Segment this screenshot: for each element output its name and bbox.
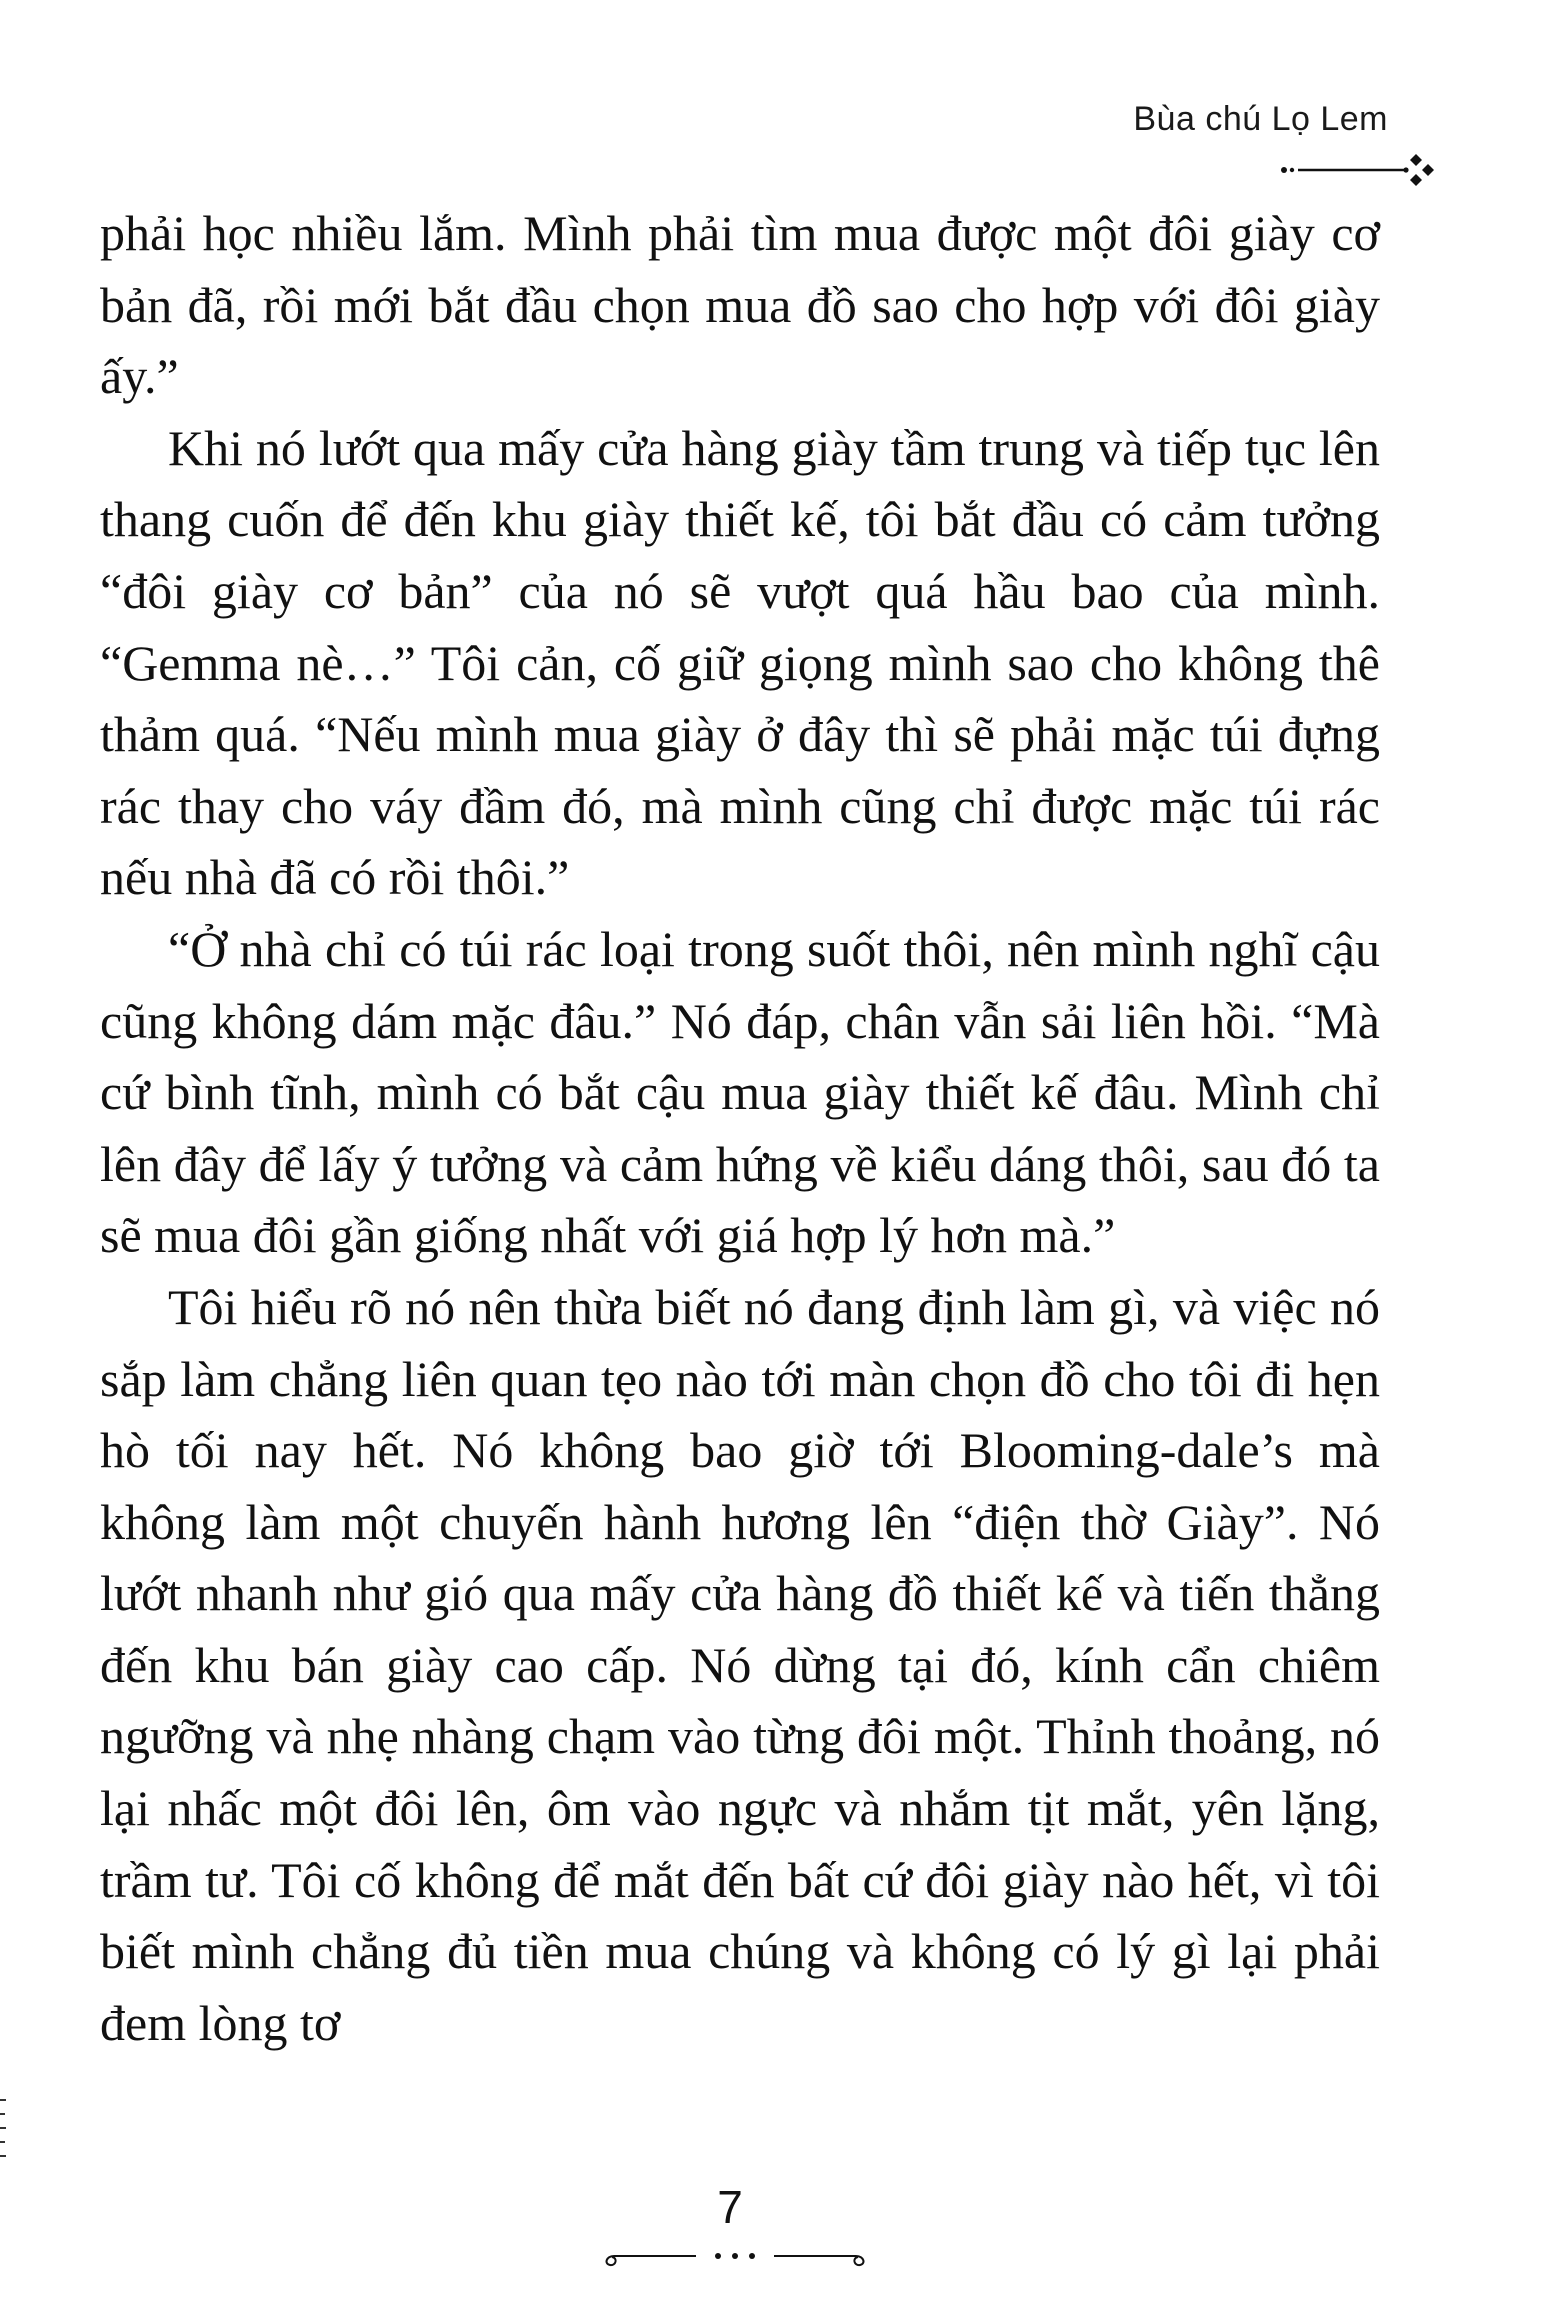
paragraph: Khi nó lướt qua mấy cửa hàng giày tầm trung và tiếp tục lên thang cuốn để đến khu giày thiết kế, tôi bắt đầu có cảm tưởng “đôi giày cơ bản” của nó sẽ vượt quá hầu bao của mình. “Gemma nè…” Tôi cản, cố giữ giọng mình sao cho không thê thảm quá. “Nếu mình mua giày ở đây thì sẽ phải mặc túi đựng rác thay cho váy đầm đó, mà mình cũng chỉ được mặc túi rác nếu nhà đã có rồi thôi.” (100, 419, 1380, 906)
paragraph-continuation: phải học nhiều lắm. Mình phải tìm mua được một đôi giày cơ bản đã, rồi mới bắt đầu chọn mua đồ sao cho hợp với đôi giày ấy.” (100, 205, 1380, 405)
paragraph: Tôi hiểu rõ nó nên thừa biết nó đang định làm gì, và việc nó sắp làm chẳng liên quan tẹo nào tới màn chọn đồ cho tôi đi hẹn hò tối nay hết. Nó không bao giờ tới Blooming-dale’s mà không làm một chuyến hành hương lên “điện thờ Giày”. Nó lướt nhanh như gió qua mấy cửa hàng đồ thiết kế và tiến thẳng đến khu bán giày cao cấp. Nó dừng tại đó, kính cẩn chiêm ngưỡng và nhẹ nhàng chạm vào từng đôi một. Thỉnh thoảng, nó lại nhấc một đôi lên, ôm vào ngực và nhắm tịt mắt, yên lặng, trầm tư. Tôi cố không để mắt đến bất cứ đôi giày nào hết, vì tôi biết mình chẳng đủ tiền mua chúng và không có lý gì lại phải đem lòng tơ (100, 1278, 1380, 2051)
page-number: 7 (717, 2181, 743, 2233)
footer-ornament-icon (600, 2240, 870, 2270)
page-edge-mark (0, 2090, 12, 2170)
body-text (100, 198, 1380, 2059)
running-header-title: Bùa chú Lọ Lem (1133, 100, 1388, 138)
paragraph: “Ở nhà chỉ có túi rác loại trong suốt thôi, nên mình nghĩ cậu cũng không dám mặc đâu.” Nó đáp, chân vẫn sải liên hồi. “Mà cứ bình tĩnh, mình có bắt cậu mua giày thiết kế đâu. Mình chỉ lên đây để lấy ý tưởng và cảm hứng về kiểu dáng thôi, sau đó ta sẽ mua đôi gần giống nhất với giá hợp lý hơn mà.” (100, 920, 1380, 1264)
header-ornament-icon (1276, 150, 1436, 194)
